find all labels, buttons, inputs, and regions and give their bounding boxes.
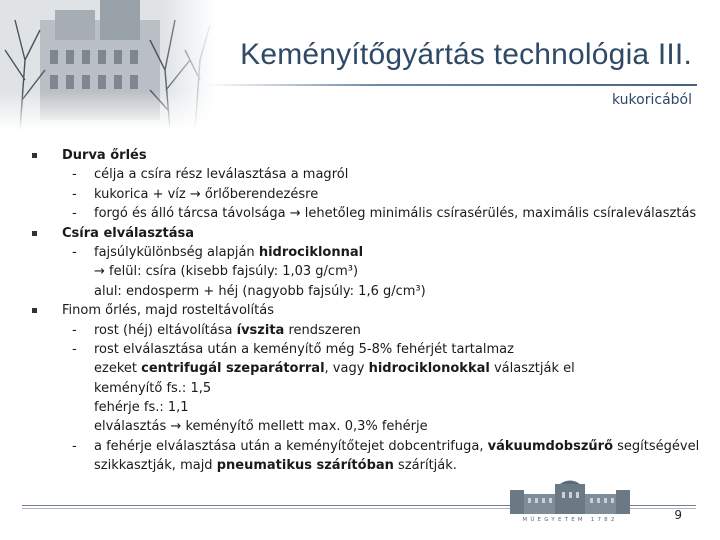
text-run: kukorica + víz → őrlőberendezésre [94, 186, 319, 202]
line-text [94, 284, 426, 299]
content-line [32, 417, 702, 436]
line-text [94, 439, 699, 454]
square-bullet-icon [32, 308, 37, 313]
bold-text-run: pneumatikus szárítóban [216, 458, 394, 474]
logo-text: MŰEGYETEM 1782 [522, 517, 618, 523]
text-run: Finom őrlés, majd rosteltávolítás [62, 303, 274, 319]
building-photo-image [0, 0, 215, 130]
line-text [94, 400, 189, 415]
bold-text-run: ívszita [236, 322, 285, 338]
content-line [32, 146, 702, 165]
line-text [94, 381, 211, 396]
content-line [32, 359, 702, 378]
text-run: fajsúlykülönbség alapján [94, 244, 259, 260]
content-line [32, 340, 702, 359]
line-text [94, 187, 318, 202]
dash-icon: - [72, 206, 77, 222]
dash-icon: - [72, 186, 77, 202]
slide-title: Keményítőgyártás technológia III. [240, 38, 692, 71]
line-text [94, 264, 358, 279]
bold-text-run: Durva őrlés [62, 148, 147, 163]
line-text [94, 167, 348, 182]
line-text [62, 148, 147, 163]
text-run: → felül: csíra (kisebb fajsúly: 1,03 g/cm³) [94, 264, 359, 280]
text-run: alul: endosperm + héj (nagyobb fajsúly: 1,6 g/cm³) [94, 283, 426, 299]
text-run: elválasztás → keményítő mellett max. 0,3% fehérje [94, 419, 428, 435]
content-line [32, 224, 702, 243]
content-line [32, 456, 702, 475]
content-line [32, 379, 702, 398]
dash-icon: - [72, 341, 77, 357]
line-text [62, 303, 274, 318]
content-line [32, 262, 702, 281]
content-line [32, 301, 702, 320]
slide-subtitle: kukoricából [612, 92, 692, 108]
text-run: , vagy [324, 361, 369, 377]
slide-content [32, 146, 702, 476]
content-line [32, 185, 702, 204]
text-run: rendszeren [284, 322, 361, 338]
dash-icon: - [72, 167, 77, 183]
bold-text-run: hidrociklonnal [258, 244, 364, 260]
square-bullet-icon [32, 231, 37, 236]
text-run: keményítő fs.: 1,5 [94, 380, 212, 396]
university-logo-image [500, 480, 640, 524]
title-underline [205, 84, 697, 86]
line-text [62, 226, 194, 241]
text-run: fehérje fs.: 1,1 [94, 400, 189, 416]
dash-icon: - [72, 438, 77, 454]
content-line [32, 437, 702, 456]
line-text [94, 206, 696, 221]
text-run: rost elválasztása után a keményítő még 5-8% fehérjét tartalmaz [94, 341, 514, 357]
text-run: szikkasztják, majd [94, 458, 217, 474]
content-line [32, 398, 702, 417]
line-text [94, 323, 361, 338]
bold-text-run: hidrociklonokkal [368, 361, 490, 377]
content-line [32, 204, 702, 223]
square-bullet-icon [32, 153, 37, 158]
content-line [32, 321, 702, 340]
text-run: ezeket [94, 361, 142, 377]
text-run: segítségével [613, 438, 700, 454]
line-text [94, 245, 363, 260]
content-line [32, 165, 702, 184]
dash-icon: - [72, 244, 77, 260]
text-run: forgó és álló tárcsa távolsága → lehetőleg minimális csírasérülés, maximális csíraleválasztás [94, 206, 697, 222]
dash-icon: - [72, 322, 77, 338]
bold-text-run: Csíra elválasztása [62, 225, 194, 241]
line-text [94, 419, 428, 434]
text-run: választják el [489, 361, 575, 377]
line-text [94, 458, 457, 473]
line-text [94, 342, 514, 357]
content-line [32, 282, 702, 301]
content-line [32, 243, 702, 262]
text-run: rost (héj) eltávolítása [94, 322, 237, 338]
text-run: a fehérje elválasztása után a keményítőtejet dobcentrifuga, [94, 438, 488, 454]
text-run: szárítják. [393, 458, 457, 474]
bold-text-run: vákuumdobszűrő [487, 438, 614, 454]
page-number: 9 [674, 508, 682, 522]
bold-text-run: centrifugál szeparátorral [141, 361, 325, 377]
text-run: célja a csíra rész leválasztása a magról [94, 167, 349, 183]
line-text [94, 361, 575, 376]
